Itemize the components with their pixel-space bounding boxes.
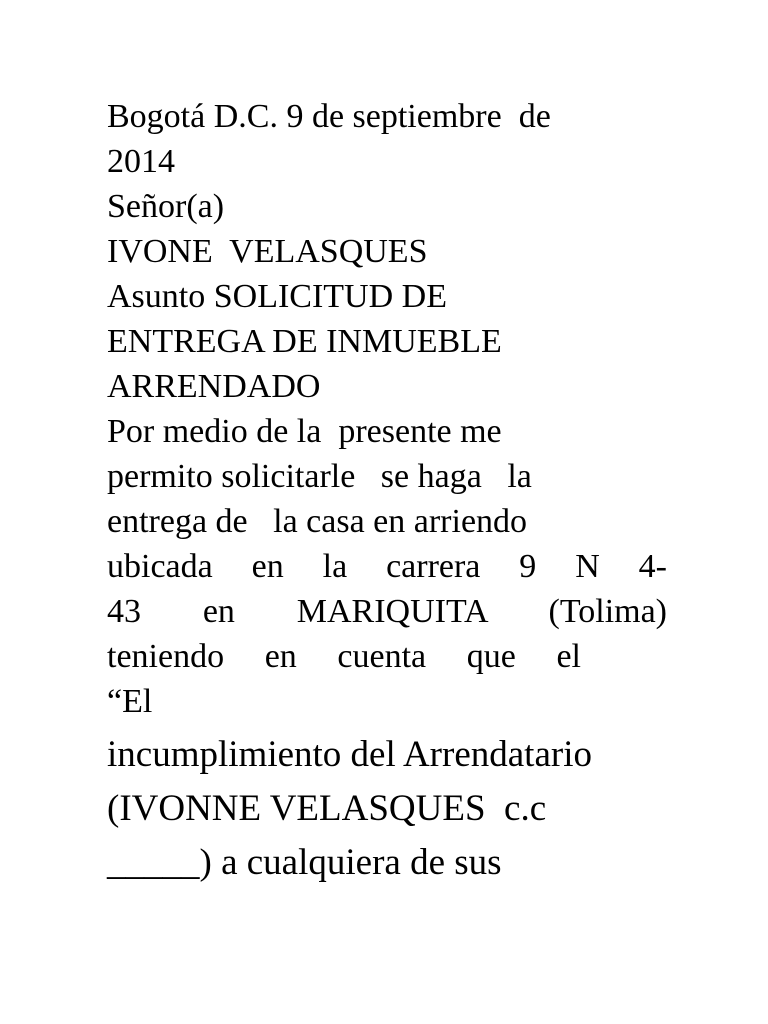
text-line-body-1: Por medio de la presente me <box>107 413 502 450</box>
text-line-quote-open: “El <box>107 683 153 720</box>
letter-body <box>107 94 667 890</box>
text-line-body-2: permito solicitarle se haga la <box>107 458 532 495</box>
text-line-year: 2014 <box>107 143 175 180</box>
text-line-recipient: IVONE VELASQUES <box>107 233 428 270</box>
text-line-body-3: entrega de la casa en arriendo <box>107 503 528 540</box>
text-line-subject-1: Asunto SOLICITUD DE <box>107 278 447 315</box>
text-line-subject-2: ENTREGA DE INMUEBLE <box>107 323 502 360</box>
text-line-body-5: 43 en MARIQUITA (Tolima) <box>107 593 667 630</box>
text-line-subject-3: ARRENDADO <box>107 368 321 405</box>
text-line-salutation: Señor(a) <box>107 188 225 225</box>
text-line-body-9: _____) a cualquiera de sus <box>107 842 502 883</box>
text-line-body-6: teniendo en cuenta que el <box>107 638 581 675</box>
text-line-date: Bogotá D.C. 9 de septiembre de <box>107 98 551 135</box>
text-line-body-8: (IVONNE VELASQUES c.c <box>107 788 547 829</box>
text-line-body-4: ubicada en la carrera 9 N 4- <box>107 548 667 585</box>
text-line-body-7: incumplimiento del Arrendatario <box>107 734 592 775</box>
